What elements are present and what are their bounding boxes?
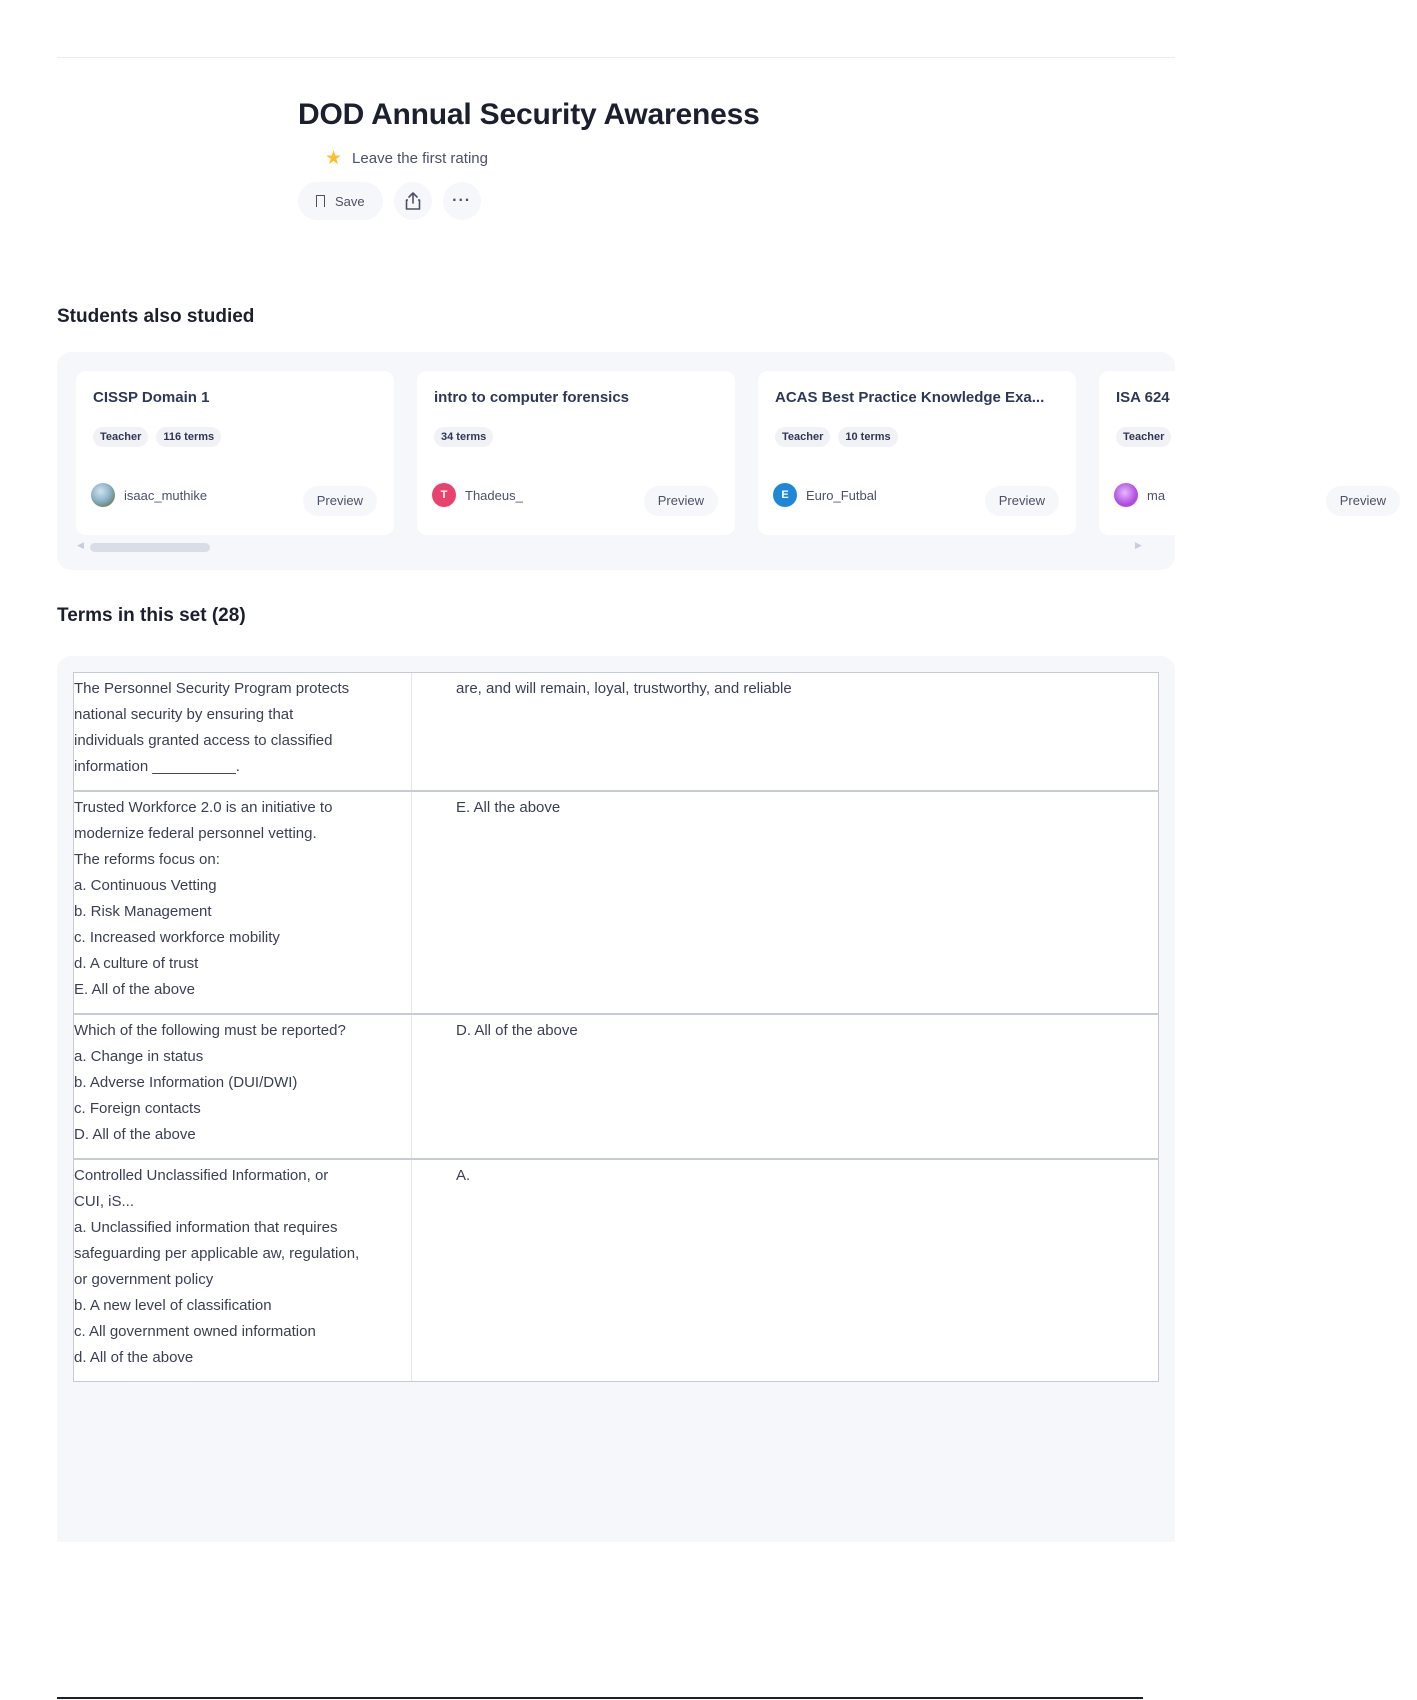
term-row bbox=[74, 673, 1158, 790]
preview-button[interactable]: Preview bbox=[1326, 486, 1400, 516]
card-title: ACAS Best Practice Knowledge Exa... bbox=[775, 389, 1045, 406]
scrollbar-thumb[interactable] bbox=[90, 543, 210, 552]
card-tag: 34 terms bbox=[434, 427, 493, 447]
definition-text: D. All of the above bbox=[456, 1022, 578, 1039]
term-text: The Personnel Security Program protects national security by ensuring that individuals granted access to classified information __________. bbox=[74, 673, 412, 790]
rating-row[interactable] bbox=[325, 147, 1058, 169]
card-tags bbox=[1116, 427, 1171, 447]
term-row bbox=[74, 1013, 1158, 1158]
action-bar bbox=[298, 182, 1058, 220]
author-name: isaac_muthike bbox=[124, 487, 208, 503]
study-set-card[interactable] bbox=[1099, 371, 1417, 535]
avatar: T bbox=[432, 483, 456, 507]
avatar bbox=[1114, 483, 1138, 507]
share-icon bbox=[404, 191, 422, 211]
avatar: E bbox=[773, 483, 797, 507]
term-text: Trusted Workforce 2.0 is an initiative to modernize federal personnel vetting. The reforms focus on: a. Continuous Vetting b. Risk Management c. Increased workforce mobility d. A culture of trust E. All of the above bbox=[74, 792, 412, 1013]
scroll-left-arrow-icon[interactable]: ◀ bbox=[77, 540, 84, 550]
preview-button[interactable]: Preview bbox=[985, 486, 1059, 516]
card-tag: 10 terms bbox=[838, 427, 897, 447]
term-text: Controlled Unclassified Information, or CUI, iS... a. Unclassified information that requires safeguarding per applicable aw, regulation, or government policy b. A new level of classification c. All government owned information d. All of the above bbox=[74, 1160, 412, 1381]
author-name: Thadeus_ bbox=[465, 487, 523, 503]
card-tags bbox=[775, 427, 898, 447]
card-author[interactable] bbox=[773, 483, 877, 507]
star-icon: ★ bbox=[325, 147, 343, 169]
carousel-scrollbar[interactable] bbox=[90, 543, 1148, 553]
card-tag: 116 terms bbox=[156, 427, 221, 447]
terms-panel bbox=[57, 656, 1175, 1542]
carousel-cards bbox=[76, 371, 1386, 535]
study-set-card[interactable] bbox=[758, 371, 1076, 535]
author-name: ma bbox=[1147, 487, 1166, 503]
card-title: ISA 624 bbox=[1116, 389, 1170, 406]
study-set-card[interactable] bbox=[417, 371, 735, 535]
term-text: Which of the following must be reported? a. Change in status b. Adverse Information (DUI/DWI) c. Foreign contacts D. All of the above bbox=[74, 1015, 412, 1158]
definition-text: are, and will remain, loyal, trustworthy, and reliable bbox=[456, 680, 792, 697]
card-tag: Teacher bbox=[93, 427, 148, 447]
avatar bbox=[91, 483, 115, 507]
more-options-button[interactable] bbox=[443, 182, 481, 220]
author-name: Euro_Futbal bbox=[806, 487, 877, 503]
also-studied-heading: Students also studied bbox=[57, 306, 255, 327]
terms-heading: Terms in this set (28) bbox=[57, 605, 246, 626]
term-row bbox=[74, 1158, 1158, 1381]
card-author[interactable] bbox=[432, 483, 523, 507]
scroll-right-arrow-icon[interactable]: ▶ bbox=[1135, 540, 1142, 550]
save-button[interactable] bbox=[298, 182, 383, 220]
bookmark-icon bbox=[316, 195, 325, 207]
card-title: intro to computer forensics bbox=[434, 389, 630, 406]
also-studied-carousel bbox=[57, 352, 1386, 570]
definition-text: A. bbox=[456, 1167, 471, 1184]
share-button[interactable] bbox=[394, 182, 432, 220]
preview-button[interactable]: Preview bbox=[644, 486, 718, 516]
card-tag: Teacher bbox=[775, 427, 830, 447]
card-tag: Teacher bbox=[1116, 427, 1171, 447]
top-divider bbox=[57, 57, 1175, 58]
set-header bbox=[298, 96, 1058, 220]
bottom-divider bbox=[57, 1697, 1143, 1699]
card-author[interactable] bbox=[91, 483, 207, 507]
study-set-card[interactable] bbox=[76, 371, 394, 535]
preview-button[interactable]: Preview bbox=[303, 486, 377, 516]
rating-text: Leave the first rating bbox=[352, 150, 488, 167]
save-label: Save bbox=[335, 193, 365, 209]
term-row bbox=[74, 790, 1158, 1013]
page-title: DOD Annual Security Awareness bbox=[298, 98, 760, 131]
card-author[interactable] bbox=[1114, 483, 1165, 507]
card-tags bbox=[93, 427, 221, 447]
terms-table bbox=[73, 672, 1159, 1382]
more-options-icon: ··· bbox=[452, 192, 472, 209]
card-title: CISSP Domain 1 bbox=[93, 389, 210, 406]
card-tags bbox=[434, 427, 493, 447]
definition-text: E. All the above bbox=[456, 799, 561, 816]
